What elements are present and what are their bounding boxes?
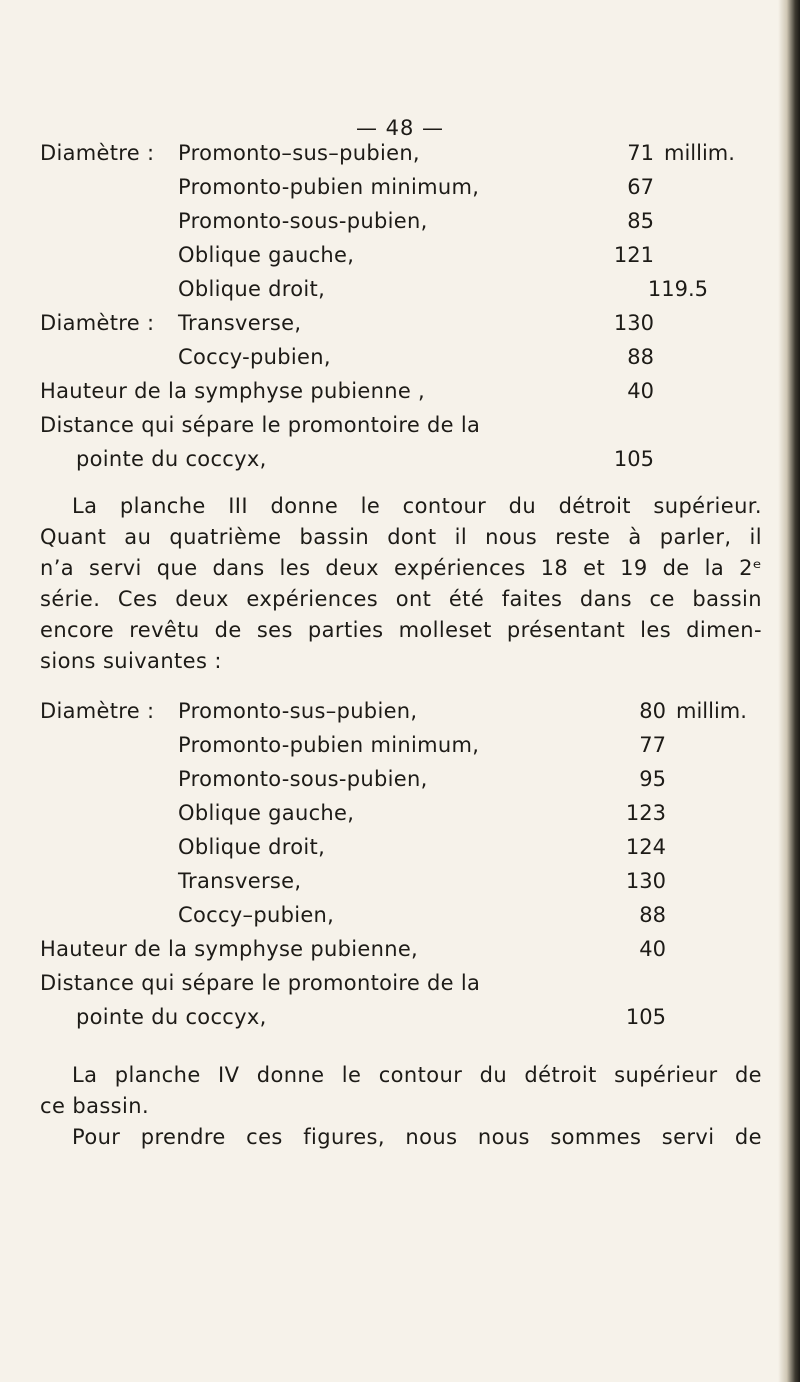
row-label: Promonto-sous-pubien, bbox=[178, 209, 428, 233]
row-unit: millim. bbox=[664, 141, 735, 165]
table-row bbox=[0, 294, 800, 335]
table-row bbox=[0, 920, 800, 961]
row-value: 123 bbox=[625, 801, 666, 825]
row-label: pointe du coccyx, bbox=[76, 447, 267, 471]
row-value: 130 bbox=[613, 311, 654, 335]
row-label: Transverse, bbox=[178, 869, 302, 893]
row-value: 88 bbox=[639, 903, 666, 927]
row-prefix: Diamètre : bbox=[40, 699, 155, 723]
table-row bbox=[0, 750, 800, 791]
row-label: Coccy-pubien, bbox=[178, 345, 331, 369]
table-row bbox=[0, 954, 800, 995]
table-row bbox=[0, 682, 800, 723]
row-value: 88 bbox=[627, 345, 654, 369]
row-value: 124 bbox=[625, 835, 666, 859]
row-label: Transverse, bbox=[178, 311, 302, 335]
table-row bbox=[0, 362, 800, 403]
row-label: Hauteur de la symphyse pubienne , bbox=[40, 379, 425, 403]
row-value: 119.5 bbox=[647, 277, 708, 301]
table-row bbox=[0, 784, 800, 825]
text-line: série. Ces deux expériences ont été faites dans ce bassin bbox=[40, 587, 762, 611]
row-value: 95 bbox=[639, 767, 666, 791]
text-line: ce bassin. bbox=[40, 1094, 150, 1118]
table-row bbox=[0, 430, 800, 471]
row-value: 85 bbox=[627, 209, 654, 233]
row-value: 71 bbox=[627, 141, 654, 165]
row-value: 105 bbox=[625, 1005, 666, 1029]
table-row bbox=[0, 818, 800, 859]
row-prefix: Diamètre : bbox=[40, 141, 155, 165]
row-value: 40 bbox=[639, 937, 666, 961]
row-label: pointe du coccyx, bbox=[76, 1005, 267, 1029]
body-paragraph-2 bbox=[40, 1060, 762, 1153]
row-label: Promonto-sus–pubien, bbox=[178, 699, 418, 723]
table-row bbox=[0, 158, 800, 199]
text-line: encore revêtu de ses parties molleset présentant les dimen- bbox=[40, 618, 762, 642]
table-row bbox=[0, 716, 800, 757]
row-label: Oblique droit, bbox=[178, 835, 326, 859]
table-row bbox=[0, 396, 800, 437]
page-number: — 48 — bbox=[355, 116, 445, 140]
row-value: 80 bbox=[639, 699, 666, 723]
row-label: Promonto-pubien minimum, bbox=[178, 175, 480, 199]
text-line: n’a servi que dans les deux expériences 18 et 19 de la 2ᵉ bbox=[40, 556, 762, 580]
row-value: 130 bbox=[625, 869, 666, 893]
row-label: Oblique gauche, bbox=[178, 243, 355, 267]
table-row bbox=[0, 886, 800, 927]
row-label: Promonto-sous-pubien, bbox=[178, 767, 428, 791]
row-label: Distance qui sépare le promontoire de la bbox=[40, 971, 481, 995]
table-row bbox=[0, 988, 800, 1029]
body-paragraph-1 bbox=[40, 491, 762, 677]
text-line: sions suivantes : bbox=[40, 649, 222, 673]
text-line: Pour prendre ces figures, nous nous sommes servi de bbox=[72, 1125, 762, 1149]
row-label: Distance qui sépare le promontoire de la bbox=[40, 413, 481, 437]
row-label: Coccy–pubien, bbox=[178, 903, 335, 927]
table-row bbox=[0, 192, 800, 233]
row-value: 77 bbox=[639, 733, 666, 757]
row-label: Oblique gauche, bbox=[178, 801, 355, 825]
table-row bbox=[0, 260, 800, 301]
table-row bbox=[0, 852, 800, 893]
row-unit: millim. bbox=[676, 699, 747, 723]
table-row bbox=[0, 328, 800, 369]
row-label: Promonto-pubien minimum, bbox=[178, 733, 480, 757]
row-value: 121 bbox=[613, 243, 654, 267]
text-line: Quant au quatrième bassin dont il nous reste à parler, il bbox=[40, 525, 762, 549]
row-label: Oblique droit, bbox=[178, 277, 326, 301]
row-prefix: Diamètre : bbox=[40, 311, 155, 335]
table-row bbox=[0, 226, 800, 267]
row-label: Promonto–sus–pubien, bbox=[178, 141, 420, 165]
row-value: 105 bbox=[613, 447, 654, 471]
row-value: 67 bbox=[627, 175, 654, 199]
table-row bbox=[0, 124, 800, 165]
text-line: La planche III donne le contour du détroit supérieur. bbox=[72, 494, 762, 518]
row-value: 40 bbox=[627, 379, 654, 403]
text-line: La planche IV donne le contour du détroit supérieur de bbox=[72, 1063, 762, 1087]
row-label: Hauteur de la symphyse pubienne, bbox=[40, 937, 419, 961]
